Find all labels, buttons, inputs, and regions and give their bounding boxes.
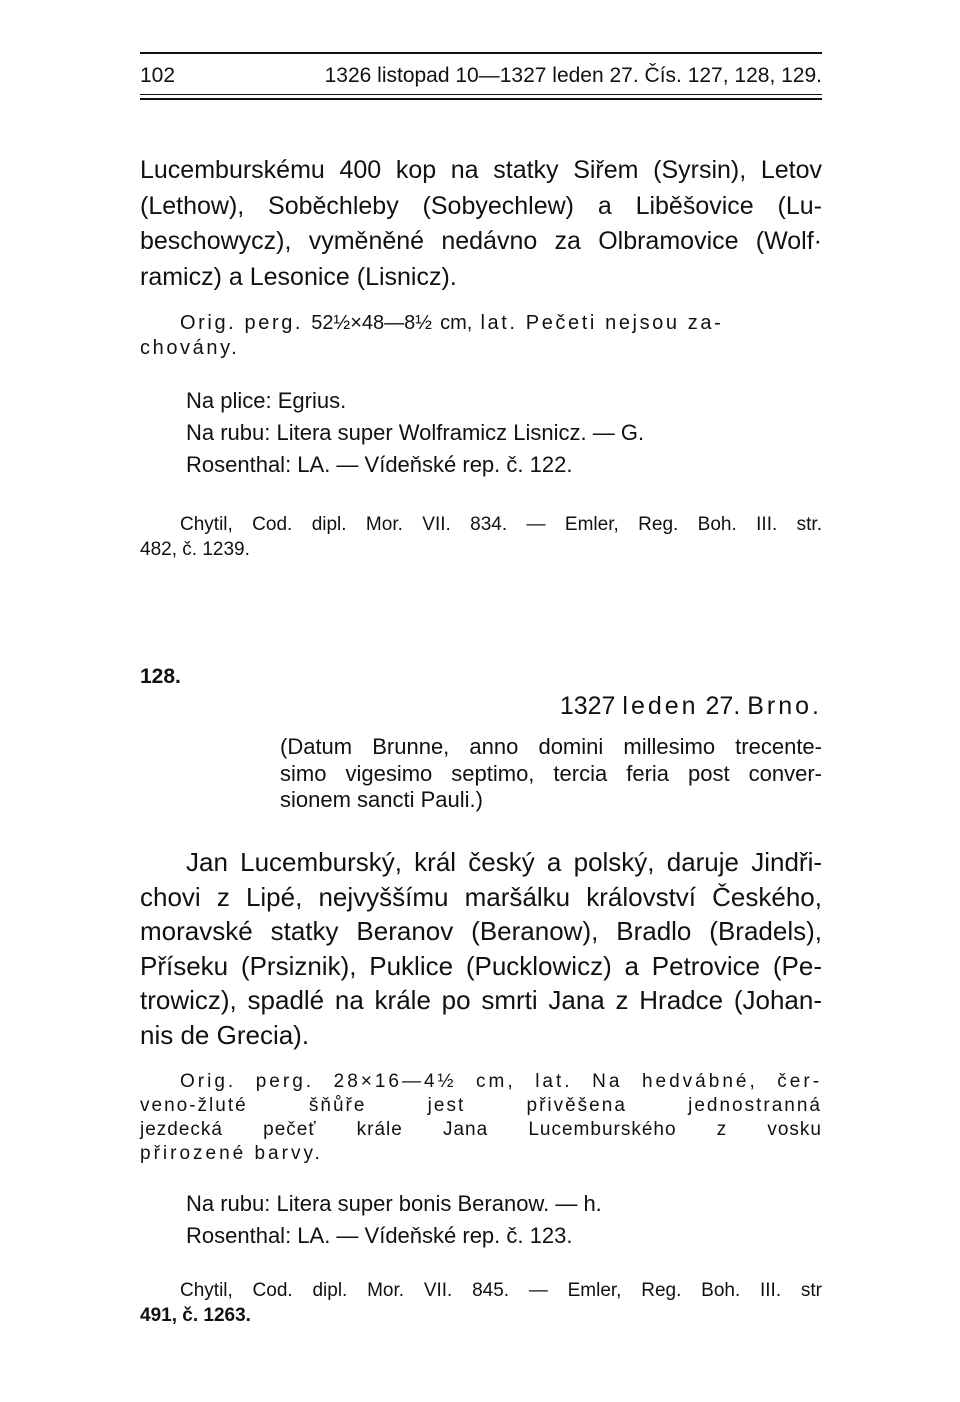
orig-unit: cm, xyxy=(440,312,473,334)
regest-line: Lucemburskému 400 kop na statky Siřem (Syrsin), Letov xyxy=(140,156,822,184)
doc128-original-description xyxy=(140,1070,822,1166)
header-rule-lower xyxy=(140,98,822,100)
note-line: Rosenthal: LA. — Vídeňské rep. č. 122. xyxy=(186,452,573,477)
header-rule-upper xyxy=(140,94,822,95)
orig-dimensions: 52½×48—8½ xyxy=(311,312,432,334)
orig-line: jezdecká pečeť krále Jana Lucemburského z vosku xyxy=(140,1119,822,1140)
orig-language: lat. xyxy=(480,312,518,334)
datum-line: simo vigesimo septimo, tercia feria post conver- xyxy=(280,760,822,786)
doc128-notes xyxy=(186,1188,822,1252)
regest-line: beschowycz), vyměněné nedávno za Olbramovice (Wolf· xyxy=(140,227,822,255)
orig-line: veno-žluté šňůře jest přivěšena jednostranná xyxy=(140,1095,822,1116)
page-number: 102 xyxy=(140,64,176,87)
datum-clause xyxy=(280,734,822,814)
header-rule-top xyxy=(140,52,822,54)
doc128-regest xyxy=(140,845,822,1052)
running-title: 1326 listopad 10—1327 leden 27. Čís. 127, 128, 129. xyxy=(324,64,822,87)
regest-line: chovi z Lipé, nejvyššímu maršálku království Českého, xyxy=(140,881,822,912)
datum-line: sionem sancti Pauli.) xyxy=(280,787,483,812)
regest-line: nis de Grecia). xyxy=(140,1019,310,1050)
note-line: Na rubu: Litera super Wolframicz Lisnicz. — G. xyxy=(186,420,645,445)
orig-line xyxy=(140,1070,822,1094)
regest-line: (Lethow), Soběchleby (Sobyechlew) a Liběšovice (Lu- xyxy=(140,191,822,220)
running-header xyxy=(140,62,822,90)
doc127-original-description xyxy=(140,311,822,361)
doc127-regest xyxy=(140,153,822,295)
orig-line xyxy=(140,311,822,336)
doc127-notes xyxy=(186,385,822,481)
citation-line: Chytil, Cod. dipl. Mor. VII. 834. — Emler, Reg. Boh. III. str. xyxy=(180,514,822,535)
date-year: 1327 xyxy=(559,692,616,720)
regest-line: moravské statky Beranov (Beranow), Bradlo (Bradels), xyxy=(140,916,822,946)
regest-line: ramicz) a Lesonice (Lisnicz). xyxy=(140,262,457,291)
orig-label: Orig. perg. xyxy=(180,312,304,334)
regest-line: trowicz), spadlé na krále po smrti Jana z Hradce (Johan- xyxy=(140,985,822,1015)
orig-seal-note: Na hedvábné, čer- xyxy=(592,1071,823,1092)
note-line: Na plice: Egrius. xyxy=(186,388,347,413)
note-line: Na rubu: Litera super bonis Beranow. — h. xyxy=(186,1191,602,1216)
datum-line: (Datum Brunne, anno domini millesimo trecente- xyxy=(280,734,822,759)
regest-line: Příseku (Prsiznik), Puklice (Pucklowicz) a Petrovice (Pe- xyxy=(140,950,822,981)
orig-seal-note: Pečeti nejsou za- xyxy=(525,312,724,334)
regest-line: Jan Lucemburský, král český a polský, daruje Jindři- xyxy=(186,847,822,877)
citation-line: 491, č. 1263. xyxy=(140,1305,251,1326)
orig-language: lat. xyxy=(535,1071,573,1092)
orig-label: Orig. perg. xyxy=(180,1071,315,1092)
date-place: Brno. xyxy=(747,692,822,720)
doc127-citation xyxy=(140,512,822,562)
citation-line: Chytil, Cod. dipl. Mor. VII. 845. — Emler, Reg. Boh. III. str xyxy=(180,1280,822,1301)
date-day: 27. xyxy=(705,692,741,720)
citation-line: 482, č. 1239. xyxy=(140,539,250,560)
note-line: Rosenthal: LA. — Vídeňské rep. č. 123. xyxy=(186,1223,573,1248)
orig-dimensions: 28×16—4½ xyxy=(333,1071,457,1092)
orig-line: chovány. xyxy=(140,337,240,359)
document-dateline xyxy=(560,690,822,722)
orig-line: přirozené barvy. xyxy=(140,1143,323,1164)
date-month: leden xyxy=(622,692,699,720)
orig-unit: cm, xyxy=(476,1071,516,1092)
doc128-citation xyxy=(140,1278,822,1328)
document-number: 128. xyxy=(140,665,181,688)
